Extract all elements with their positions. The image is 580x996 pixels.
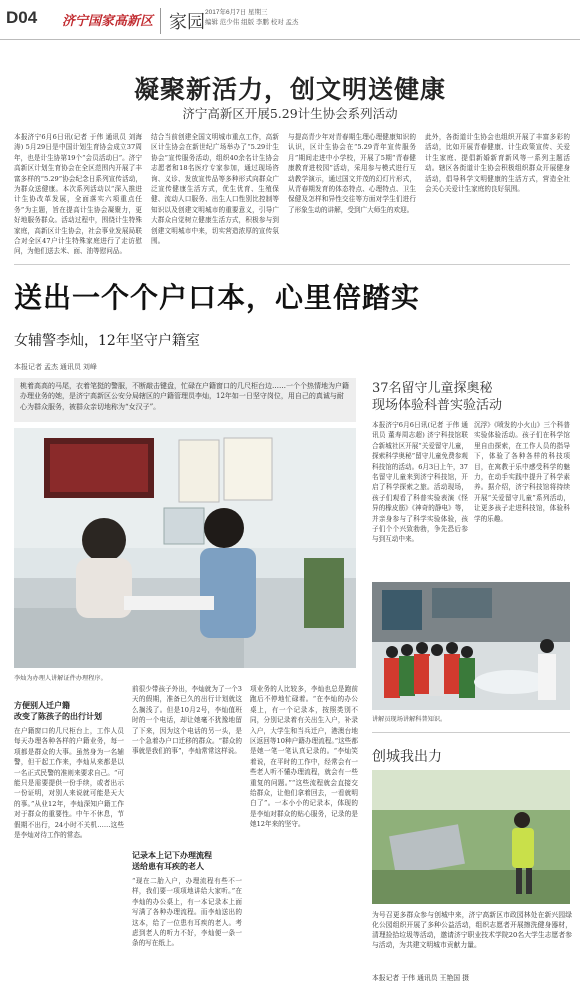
article2-subtitle: 女辅警李灿，12年坚守户籍室 — [14, 333, 200, 349]
office-photo — [14, 428, 356, 668]
article3-col1: 本报济宁6月6日讯(记者 于伟 通讯员 董寿周志超) 济宁科技馆联合新城社区开展“关爱留守儿童，探索科学奥秘”留守儿童免费参观科技馆的活动。6月3日上午，37名留守儿童来到济宁科技馆，开启了科学探索之旅。活动现场，孩子们观看了科普实验表演《怪异的橡皮筋》《神奇的静电》等，并亲身参与了科学实验体验，孩子们个个兴致勃勃，争先恐后参与到互动中来。 — [372, 421, 468, 544]
article4-title: 创城我出力 — [372, 749, 442, 765]
divider — [14, 264, 570, 265]
page-number: D04 — [6, 8, 38, 27]
article2-subsection2: 记录本上记下办理流程 送给患有耳疾的老人 — [132, 850, 212, 871]
article1-subtitle: 济宁高新区开展5.29计生协会系列活动 — [182, 106, 398, 121]
section-title: 家园 — [160, 8, 205, 34]
article2-title: 送出一个个户口本，心里倍踏实 — [14, 281, 421, 314]
article1-col3: 与提高青少年对青春期生理心理健康知识的认识，区计生协会在“5.29青年宣传服务月”期间走进中小学校，开展了5期“青春健康教育进校园”活动，采用参与模式进行互动教学演示，通过国文并茂的幻灯片形式，从青春期发育的体态特点、心理特点、卫生保健及怎样和异性交往等方面对学生们进行了形象生动的讲解，受到广大师生的欢迎。 — [288, 133, 416, 214]
children-photo — [372, 582, 570, 710]
article2-col1: 在户籍窗口的几尺柜台上，工作人员每天办理各种各样的户籍业务，每一项都是群众的大事。虽然身为一名辅警，但干起工作来，李灿从来都是以一名正式民警的准则来要求自己。“可能只是需要提供一份手续，或者出示一份证明，对别人来说就可能是天大的事。”从业12年，李灿深知户籍工作对于群众的重要性。中午不休息，节假期不出行，24小时不关机……这些是李灿对待工作的常态。 — [14, 727, 124, 840]
masthead — [0, 0, 580, 40]
article2-photo-caption: 李灿为办理人讲解证件办理程序。 — [14, 675, 107, 682]
article3-photo-caption: 讲解员现场讲解科普知识。 — [372, 716, 447, 723]
park-photo — [372, 770, 570, 904]
article2-col3: 项业务的人比较多，李灿也总是跑前跑后不停地忙碌着。“在李灿的办公桌上，有一个记录本，按照类别不同，分别记录着有关出生入户，补录入户，大学生和当兵迁户，港澳台地区返回等10种户籍办理流程。”这些都是她一笔一笔认真记录的。“李灿笑着说，在平时的工作中，经常会有一些老人听不懂办理流程，就会有一些重复的问题。”“这些流程就会直接交给群众，让他们拿着回去，一看就明白了”。一本小小的记录本，体现的是李灿对群众的贴心服务，记录的是她12年来的坚守。 — [250, 685, 358, 829]
article3-col2: 沉浮》《喷发的小火山》三个科普实验体验活动。孩子们在科学馆里自由探索，在工作人员的指导下，体验了各种各样的科技项目，在寓教于乐中感受科学的魅力，在动手实践中提升了科学素养。据介绍，济宁科技馆将持续开展“关爱留守儿童”系列活动，让更多孩子走进科技馆，体验科学的乐趣。 — [474, 421, 570, 523]
article2-col2b: “现在二胎入户，办理流程有些不一样，我们要一项项地讲给大家听。”在李灿的办公桌上，有一本记录本上面写满了各种办理流程。而李灿送出的这本，给了一位患有耳疾的老人。考虑到老人的听力不好，李灿便一条一条的写在纸上。 — [132, 877, 242, 948]
article2-intro: 桃着高高的马尾，衣着笔挺的警服，不断敲击键盘，忙碌在户籍窗口的几尺柜台边……一个个热情地为户籍办理业务的她，是济宁高新区公安分局辖区的户籍管理员李灿，12年如一日坚守岗位，用自己的真诚与耐心为群众服务，被群众亲切地称为“女汉子”。 — [14, 378, 356, 422]
article1-title: 凝聚新活力，创文明送健康 — [133, 75, 446, 104]
article2-subsection1: 方便别人迁户籍 改变了陈孩子的出行计划 — [14, 700, 102, 721]
staff-line: 编辑 范少伟 组版 李鹏 校对 孟杰 — [205, 19, 299, 26]
article1-col2: 结合当前创建全国文明城市重点工作，高新区计生协会在新世纪广场举办了“5.29计生协会”宣传服务活动，组织40余名计生协会志愿者和18名医疗专家参加，通过现场咨询、义诊、发放宣传品等多种形式向群众广泛宣传健康生活方式，优生优育、生殖保健、流动人口服务、出生人口性别比控制等知识以及创建文明城市的重要意义，引导广大群众自觉树立健康生活方式，积极参与到创建文明城市中来，切实营造浓厚的宣传氛围。 — [151, 133, 279, 246]
article2-byline: 本报记者 孟杰 通讯员 刘峰 — [14, 364, 97, 371]
article4-byline: 本报记者 于伟 通讯员 王艳国 摄 — [372, 974, 470, 982]
masthead-meta — [205, 8, 299, 28]
article1-col4: 此外，各街道计生协会也组织开展了丰富多彩的活动，比如开展青春健康、计生政策宣传、关爱计生家庭、提倡新婚新育新风等一系列主题活动。辖区各街道计生协会积极组织群众开展健身活动，倡导科学文明健康的生活方式，营造全社会关心关爱计生家庭的良好氛围。 — [425, 133, 570, 194]
article4-caption: 为号召更多群众参与创城中来，济宁高新区市政园林处在新兴园绿化公园组织开展了多种公益活动，组织志愿者开展擦洗健身器材，清理捡拾垃圾等活动，邀请济宁职业技术学院20名大学生志愿者参与活动，为共建文明城市贡献力量。 — [372, 911, 572, 949]
article2-col2: 前很少带孩子外出，李灿就为了一个3天的假期，准备已久的出行计划就这么搁浅了。但是10月2号，李灿值班时的一个电话，却让她毫不犹豫地留了下来，因为这个电话的另一头，是一个急着办户口迁移的群众。“群众的事就是我们的事”，李灿常常这样说。 — [132, 685, 242, 756]
date-line: 2017年6月7日 星期三 — [205, 9, 268, 16]
article3-title: 37名留守儿童探奥秘 现场体验科普实验活动 — [372, 381, 503, 413]
divider — [372, 732, 570, 733]
article1-col1: 本报济宁6月6日讯(记者 于伟 通讯员 刘海涛) 5月29日是中国计划生育协会成立37周年，也是计生协第19个“会员活动日”。济宁高新区计划生育协会在全区范围内开展了丰富多样的“5.29”协会纪念日系列宣传活动，为群众送健康。本次系列活动以“深入推进计生协改革发展，全面落实六项重点任务”为主题，旨在提高计生协会凝聚力，更好地服务群众。活动过程中，围绕计生特殊家庭，高新区计生协会，社会事业发展局联合对全区47户计生特殊家庭进行了走访慰问，为他们送去米、面、油等慰问品。 — [14, 133, 142, 256]
brand-logo: 济宁国家高新区 — [62, 14, 154, 29]
